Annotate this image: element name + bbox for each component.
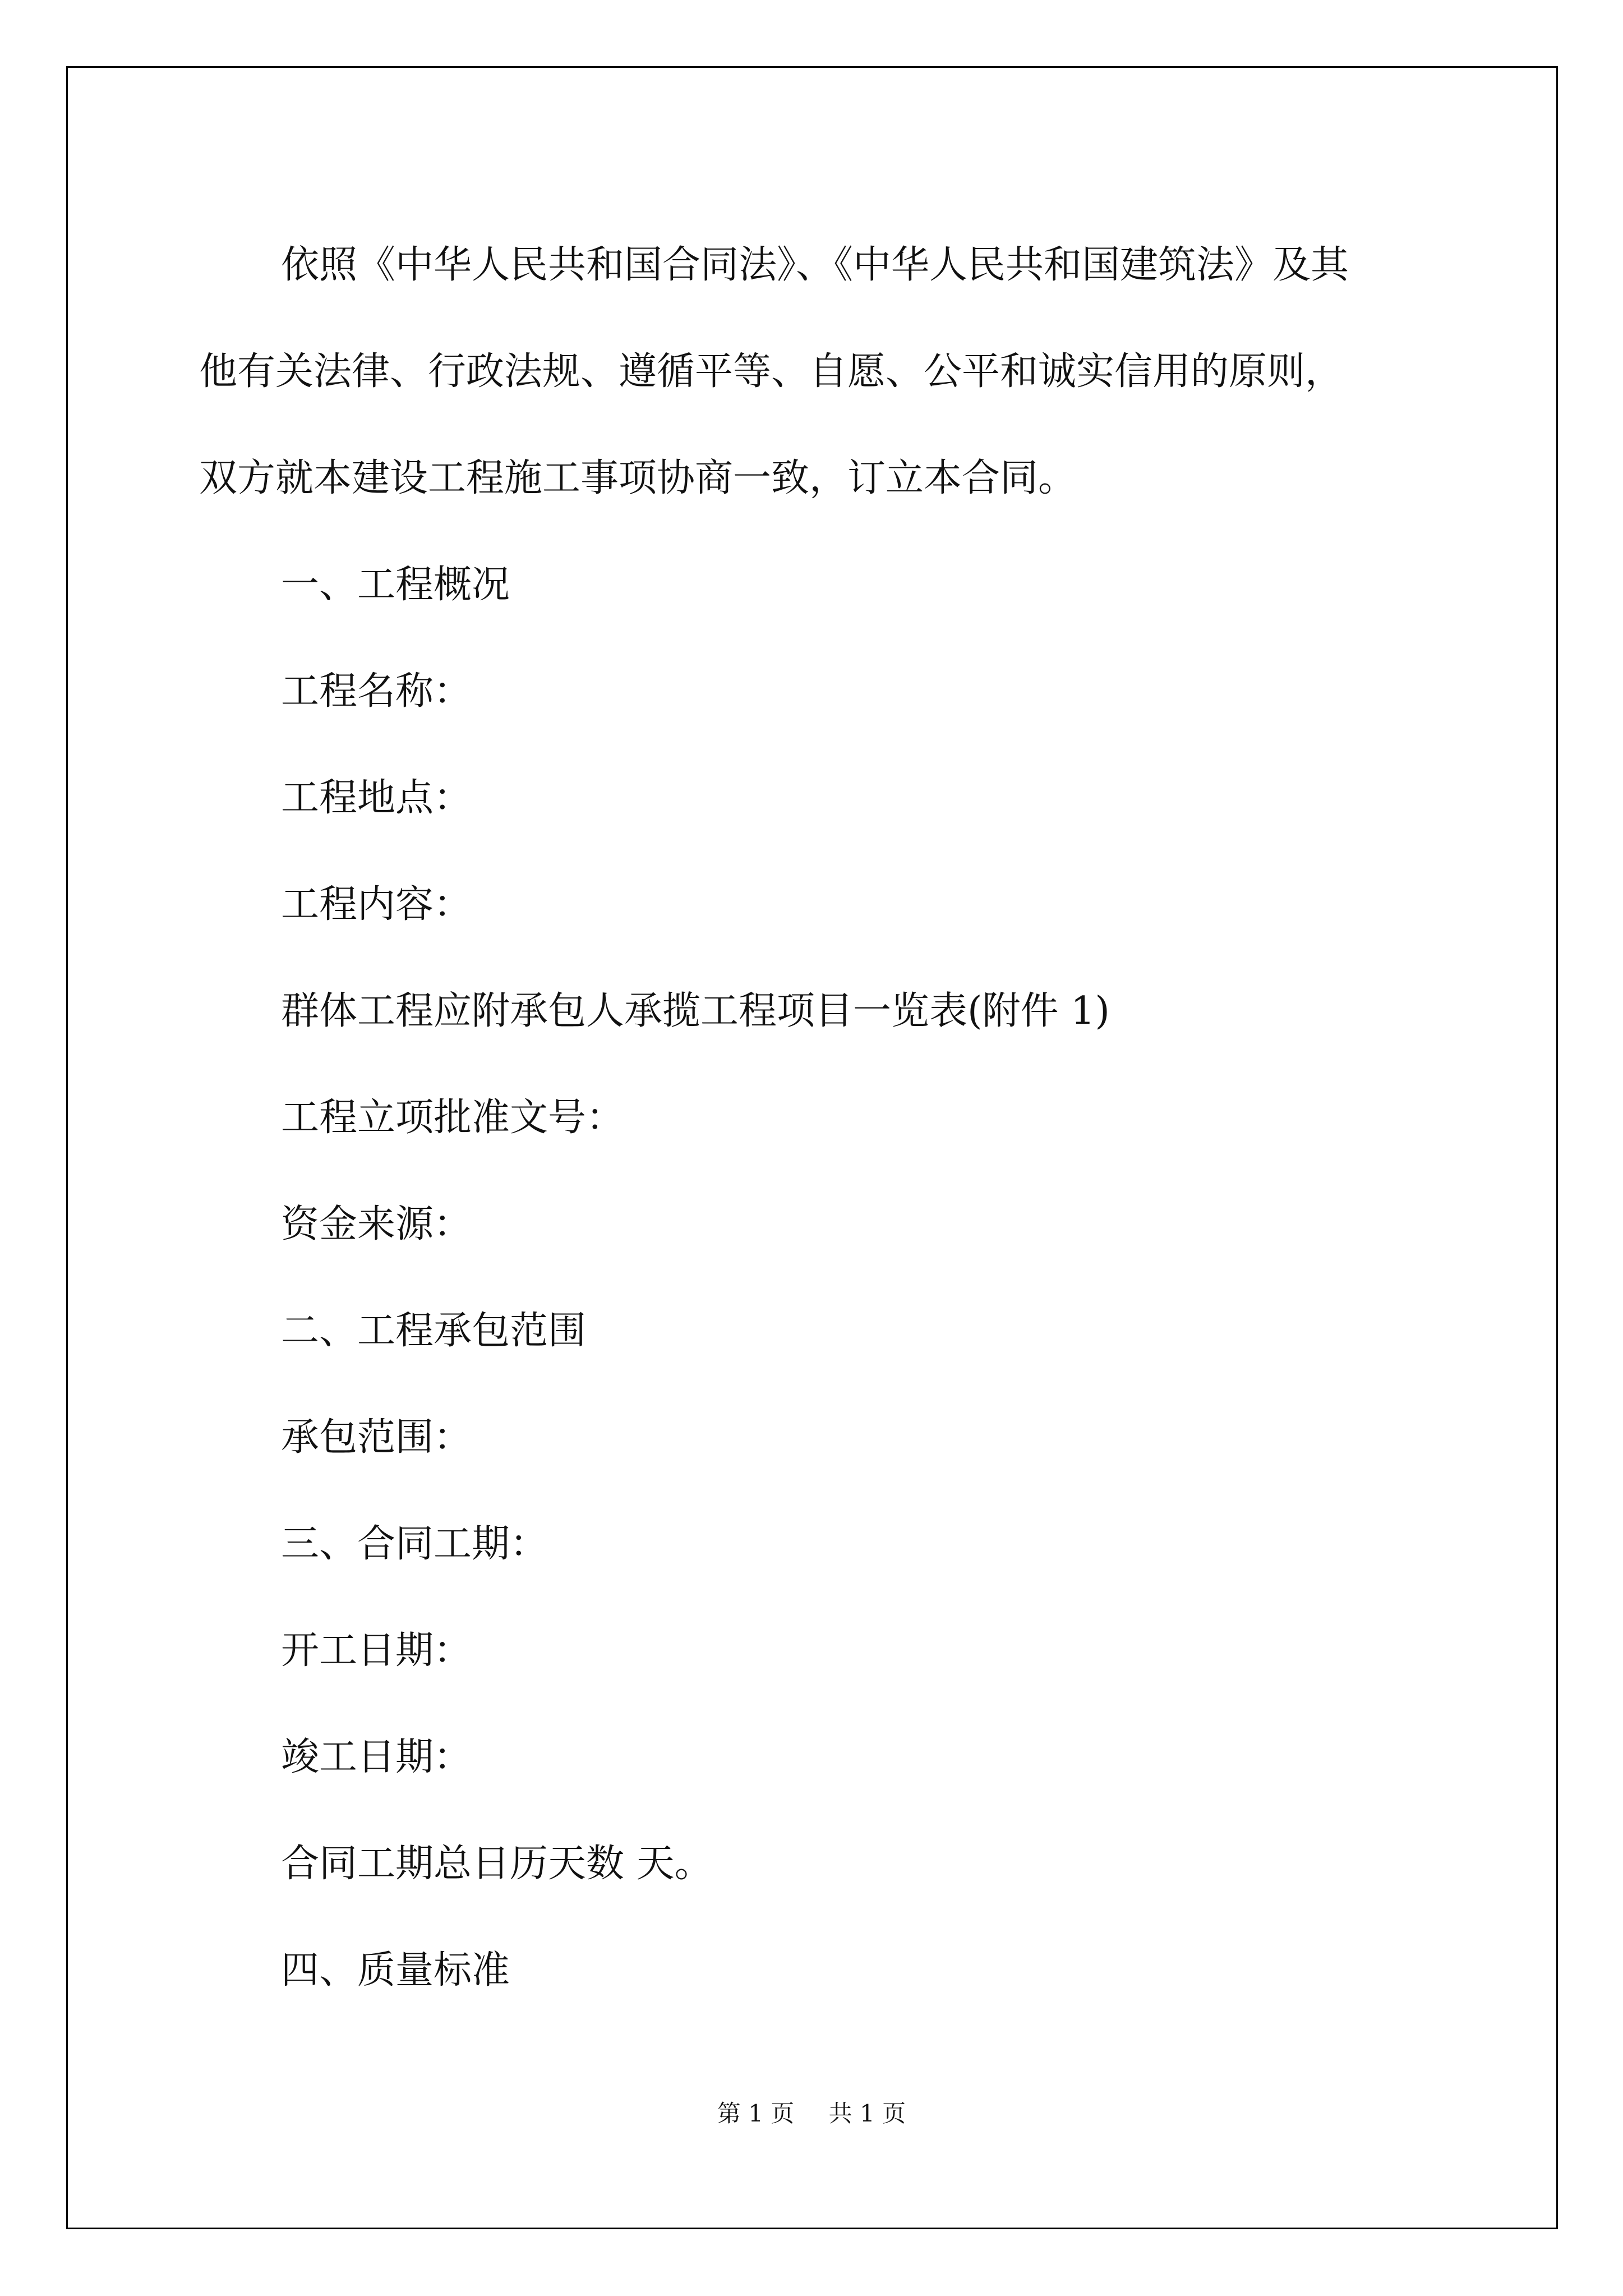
page-total: 共 1 页	[828, 2100, 906, 2127]
field-start-date: 开工日期：	[281, 1628, 472, 1673]
section-heading-project-overview: 一、工程概况	[281, 563, 510, 607]
page-number: 第 1 页	[717, 2100, 795, 2127]
field-project-name: 工程名称：	[281, 669, 472, 714]
note-attachment-1: 群体工程应附承包人承揽工程项目一览表(附件 1)	[281, 989, 1110, 1033]
section-heading-quality-standard: 四、质量标准	[281, 1948, 510, 1993]
field-completion-date: 竣工日期：	[281, 1735, 472, 1779]
field-total-days: 合同工期总日历天数 天。	[281, 1842, 713, 1886]
field-funding-source: 资金来源：	[281, 1202, 472, 1246]
section-heading-contract-period: 三、合同工期：	[281, 1522, 548, 1566]
field-project-content: 工程内容：	[281, 882, 472, 927]
field-contract-scope: 承包范围：	[281, 1415, 472, 1460]
document-body	[199, 212, 1441, 2024]
intro-line-1: 依照《中华人民共和国合同法》、《中华人民共和国建筑法》及其	[281, 243, 1349, 287]
field-project-location: 工程地点：	[281, 776, 472, 820]
page-footer	[0, 2095, 1623, 2129]
intro-line-3: 双方就本建设工程施工事项协商一致，订立本合同。	[199, 456, 1077, 500]
intro-line-2: 他有关法律、行政法规、遵循平等、自愿、公平和诚实信用的原则，	[199, 349, 1344, 394]
section-heading-contract-scope: 二、工程承包范围	[281, 1309, 587, 1353]
field-approval-number: 工程立项批准文号：	[281, 1096, 625, 1140]
